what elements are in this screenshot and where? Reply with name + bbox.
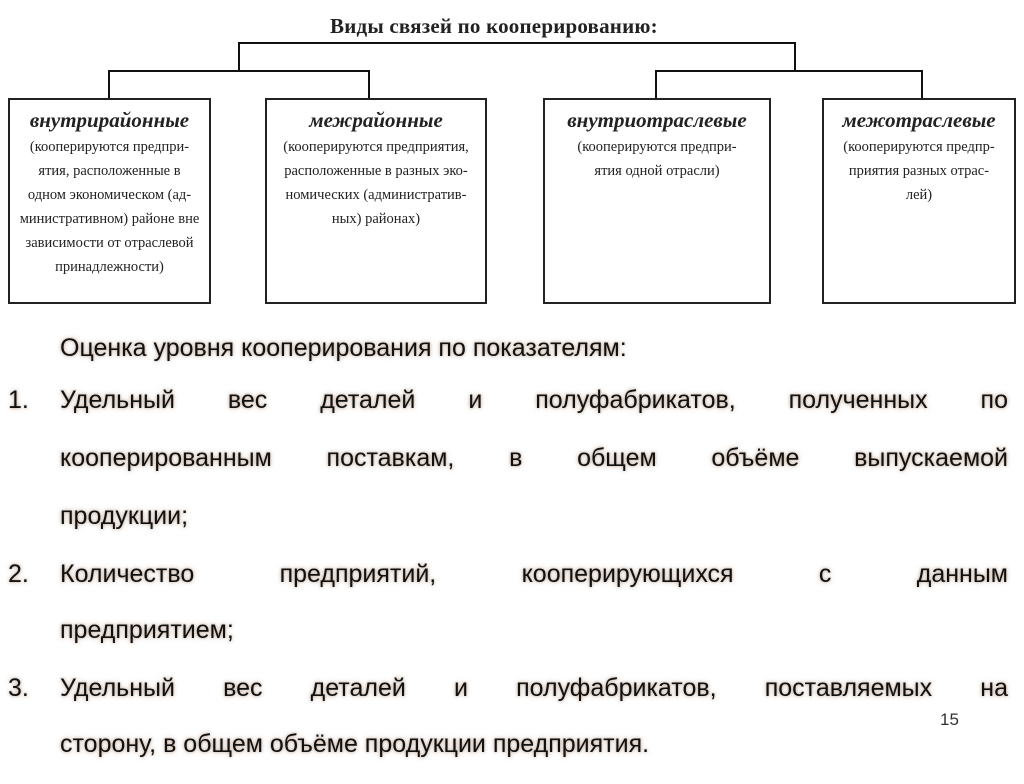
item-line: сторону, в общем объёме продукции предприятия. <box>60 730 650 758</box>
box-title: межотраслевые <box>842 108 996 132</box>
connector-line <box>655 70 657 100</box>
connector-line <box>108 70 110 100</box>
item-number: 3. <box>8 674 29 702</box>
item-line: Количество предприятий, кооперирующихся с данным <box>60 560 1008 588</box>
diagram-title: Виды связей по кооперированию: <box>330 14 658 38</box>
connector-line <box>368 70 370 100</box>
connector-line <box>108 70 370 72</box>
box-intraindustry <box>543 98 771 304</box>
box-intradistrict <box>8 98 211 304</box>
box-interdistrict <box>265 98 487 304</box>
item-number: 1. <box>8 386 29 414</box>
box-title: межрайонные <box>309 108 443 132</box>
item-line: Удельный вес деталей и полуфабрикатов, полученных по <box>60 386 1008 414</box>
list-intro: Оценка уровня кооперирования по показателям: <box>60 334 627 362</box>
box-description: (кооперируются предпри- ятия, расположенные в одном экономическом (ад- министративном) районе вне зависимости от отраслевой принадлежности) <box>19 139 200 275</box>
list-item <box>0 560 1008 670</box>
item-number: 2. <box>8 560 29 588</box>
page-number: 15 <box>940 710 959 729</box>
connector-line <box>238 42 240 72</box>
connector-line <box>921 70 923 100</box>
item-line: предприятием; <box>60 616 234 644</box>
item-line: Удельный вес деталей и полуфабрикатов, поставляемых на <box>60 674 1008 702</box>
connector-line <box>794 42 796 72</box>
list-item <box>0 674 1008 784</box>
connector-line <box>655 70 923 72</box>
connector-line <box>238 42 796 44</box>
box-title: внутриотраслевые <box>567 108 747 132</box>
item-line: продукции; <box>60 502 189 530</box>
box-description: (кооперируются предпр- приятия разных отрас- лей) <box>843 139 995 203</box>
box-title: внутрирайонные <box>29 108 190 132</box>
item-line: кооперированным поставкам, в общем объёме выпускаемой <box>60 444 1008 472</box>
box-description: (кооперируются предпри- ятия одной отрасли) <box>577 139 737 179</box>
box-interindustry <box>822 98 1016 304</box>
box-description: (кооперируются предприятия, расположенные в разных эко- номических (административ- ных) районах) <box>283 139 469 227</box>
list-item <box>0 386 1008 556</box>
